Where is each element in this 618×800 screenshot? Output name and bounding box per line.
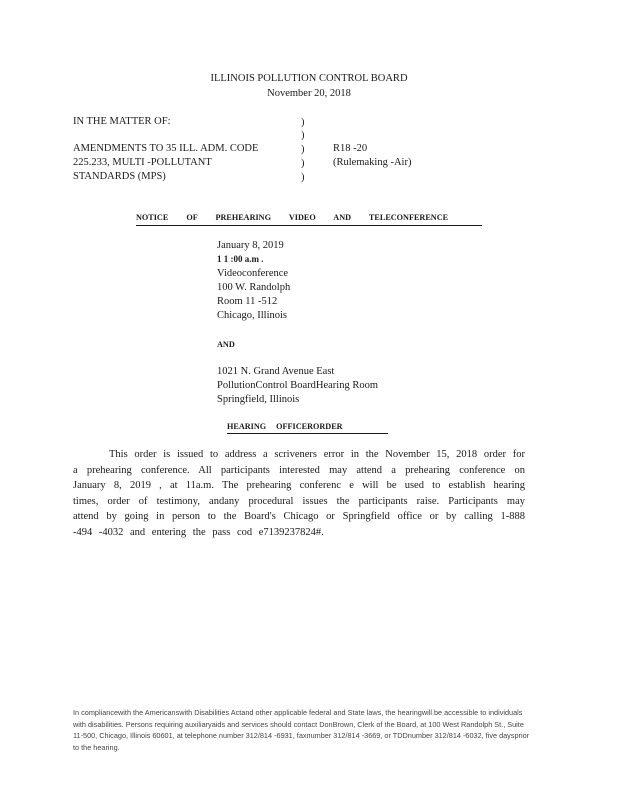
- caption-paren: ): [301, 144, 305, 155]
- chicago-room: Room 11 -512: [217, 296, 278, 307]
- caption-paren: ): [301, 117, 305, 128]
- docket-type: (Rulemaking -Air): [333, 157, 412, 168]
- hearing-time: 1 1 :00 a.m .: [217, 254, 264, 264]
- springfield-city: Springfield, Illinois: [217, 394, 300, 405]
- document-date: November 20, 2018: [267, 88, 351, 99]
- caption-paren: ): [301, 158, 305, 169]
- notice-title-underline: [136, 225, 482, 226]
- notice-title: NOTICE OF PREHEARING VIDEO AND TELECONFERENCE: [136, 213, 449, 222]
- and-label: AND: [217, 340, 235, 349]
- board-name: ILLINOIS POLLUTION CONTROL BOARD: [210, 73, 408, 84]
- amendments-line-1: AMENDMENTS TO 35 ILL. ADM. CODE: [73, 143, 259, 154]
- hearing-format: Videoconference: [217, 268, 289, 279]
- chicago-city: Chicago, Illinois: [217, 310, 287, 321]
- order-title: HEARING OFFICERORDER: [227, 422, 343, 431]
- amendments-line-2: 225.233, MULTI -POLLUTANT: [73, 157, 212, 168]
- order-body-text: This order is issued to address a scriveners error in the November 15, 2018 order for a prehearing conference. All participants interested may attend a prehearing conference on January 8, 2019 , at 11a.m. The prehearing conferenc e will be used to establish hearing times, order of testimony, andany procedural issues the participants raise. Participants may attend by going in person to the Board's Chicago or Springfield office or by calling 1-888 -494 -4032 and entering the pass cod e7139237824#.: [73, 449, 525, 538]
- order-body: [73, 447, 525, 540]
- amendments-line-3: STANDARDS (MPS): [73, 171, 166, 182]
- in-the-matter-label: IN THE MATTER OF:: [73, 116, 171, 127]
- order-title-underline: [227, 433, 388, 434]
- caption-paren: ): [301, 172, 305, 183]
- docket-number: R18 -20: [333, 143, 368, 154]
- springfield-street: 1021 N. Grand Avenue East: [217, 366, 335, 377]
- springfield-room: PollutionControl BoardHearing Room: [217, 380, 378, 391]
- caption-paren: ): [301, 130, 305, 141]
- chicago-street: 100 W. Randolph: [217, 282, 291, 293]
- accessibility-notice: In compliancewith the Americanswith Disabilities Actand other applicable federal and State laws, the hearingwill be accessible to individuals with disabilities. Persons requiring auxiliaryaids and services should contact DonBrown, Clerk of the Board, at 100 West Randolph St., Suite 11-500, Chicago, Illinois 60601, at telephone number 312/814 -6931, faxnumber 312/814 -3669, or TDDnumber 312/814 -6032, five daysprior to the hearing.: [73, 708, 530, 752]
- hearing-date: January 8, 2019: [217, 240, 284, 251]
